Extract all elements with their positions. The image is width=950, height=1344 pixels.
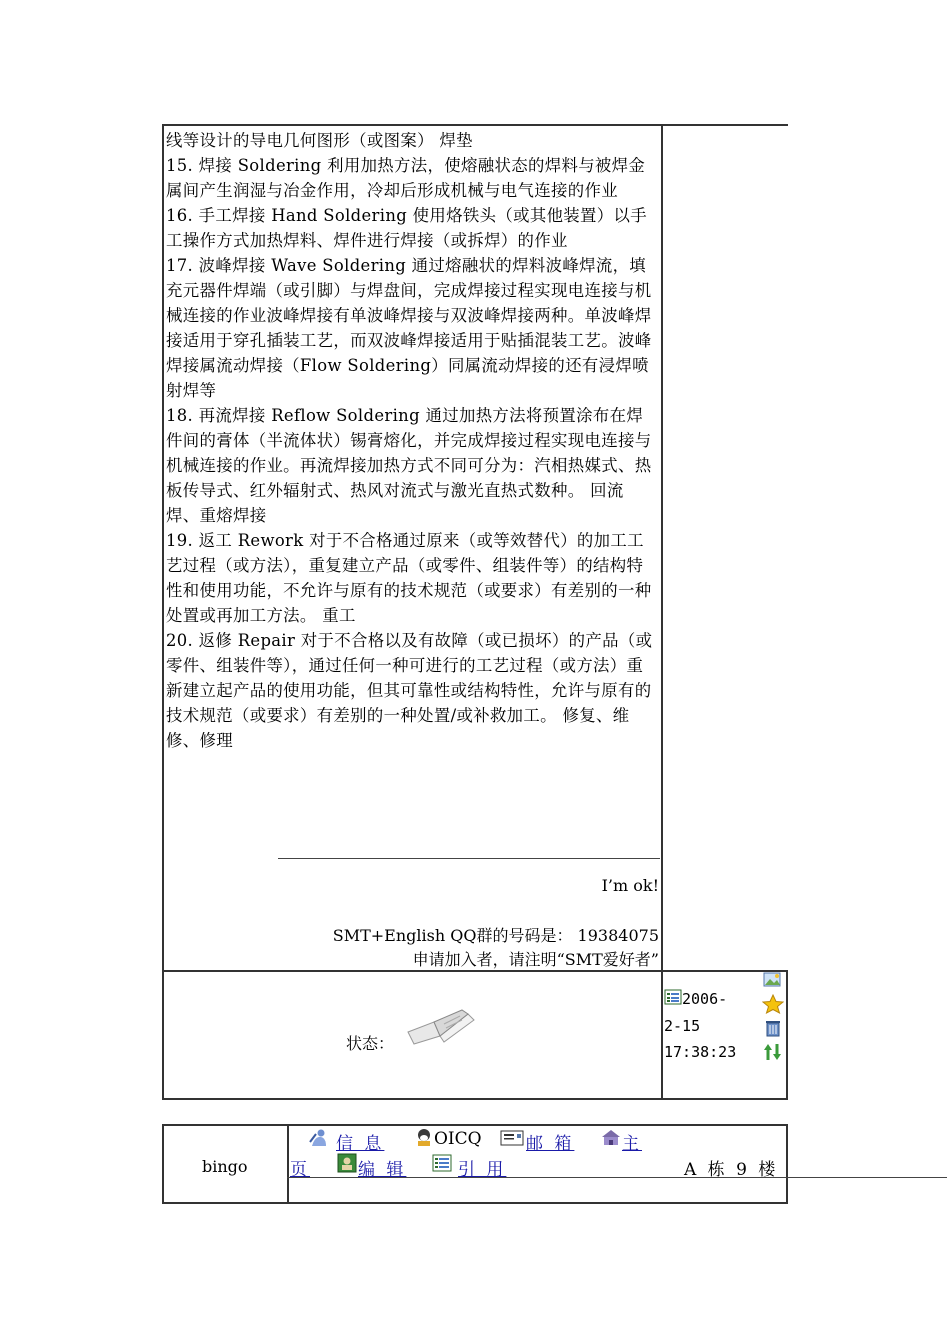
floor-label: A 栋 9 楼 — [684, 1160, 779, 1180]
oicq-label[interactable]: OICQ — [434, 1129, 482, 1149]
user-bar-divider — [287, 1126, 289, 1202]
post-paragraph: 17. 波峰焊接 Wave Soldering 通过熔融状的焊料波峰焊流，填充元器件焊端（或引脚）与焊盘间，完成焊接过程实现电连接与机械连接的作业波峰焊接有单波峰焊接与双波峰焊接两种。单波峰焊接适用于穿孔插装工艺，而双波峰焊接适用于贴插混装工艺。波峰焊接属流动焊接（Flow Soldering）同属流动焊接的还有浸焊喷射焊等 — [166, 256, 652, 400]
post-paragraph: 20. 返修 Repair 对于不合格以及有故障（或已损坏）的产品（或零件、组装件等），通过任何一种可进行的工艺过程（或方法）重新建立起产品的使用功能，但其可靠性或结构特性，允许与原有的技术规范（或要求）有差别的一种处置/或补救加工。 修复、维修、修理 — [166, 631, 653, 750]
post-paragraph: 15. 焊接 Soldering 利用加热方法，使熔融状态的焊料与被焊金属间产生润湿与冶金作用，冷却后形成机械与电气连接的作业 — [166, 156, 646, 200]
post-paragraph: 线等设计的导电几何图形（或图案） 焊垫 — [166, 131, 473, 150]
cell-divider — [661, 124, 663, 972]
edit-icon — [337, 1153, 357, 1177]
mail-link[interactable]: 邮 箱 — [526, 1134, 575, 1154]
post-paragraph: 16. 手工焊接 Hand Soldering 使用烙铁头（或其他装置）以手工操作方式加热焊料、焊件进行焊接（或拆焊）的作业 — [166, 206, 648, 250]
mail-icon — [500, 1130, 524, 1150]
post-paragraph: 18. 再流焊接 Reflow Soldering 通过加热方法将预置涂布在焊件间的膏体（半流体状）锡膏熔化，并完成焊接过程实现电连接与机械连接的作业。再流焊接加热方式不同可分为：汽相热媒式、热板传导式、红外辐射式、热风对流式与激光直热式数种。 回流焊、重熔焊接 — [166, 406, 652, 525]
post-date — [664, 986, 736, 1065]
date-part-2: 2-15 — [664, 1016, 701, 1035]
quote-link[interactable]: 引 用 — [458, 1160, 507, 1180]
oicq-icon — [414, 1128, 434, 1152]
date-part-1: 2006- — [682, 990, 728, 1008]
trash-icon[interactable] — [762, 1018, 784, 1038]
post-action-icons — [762, 970, 784, 1066]
top-rule — [662, 124, 788, 126]
star-icon[interactable] — [762, 994, 784, 1014]
signature-line-2: SMT+English QQ群的号码是： 19384075 — [332, 926, 659, 945]
info-icon — [308, 1128, 330, 1152]
image-icon[interactable] — [762, 970, 784, 990]
edit-link[interactable]: 编 辑 — [358, 1160, 407, 1180]
quote-icon — [432, 1154, 452, 1176]
post-paragraph: 19. 返工 Rework 对于不合格通过原来（或等效替代）的加工工艺过程（或方法），重复建立产品（或零件、组装件等）的结构特性和使用功能，不允许与原有的技术规范（或要求）有差别的一种处置或再加工方法。 重工 — [166, 531, 652, 625]
open-book-icon — [404, 1006, 476, 1050]
status-label: 状态： — [346, 1034, 395, 1053]
up-down-arrows-icon[interactable] — [762, 1042, 784, 1062]
info-link[interactable]: 信 息 — [336, 1134, 385, 1154]
signature-line-3: 申请加入者，请注明“SMT爱好者” — [412, 950, 659, 969]
post-body — [166, 128, 656, 753]
signature-rule — [278, 858, 660, 859]
home-icon — [600, 1128, 622, 1150]
date-list-icon — [664, 987, 682, 1013]
username: bingo — [202, 1157, 248, 1176]
home-link-part-1[interactable]: 主 — [622, 1134, 642, 1154]
signature-line-1: I’m ok! — [601, 876, 659, 895]
time-part: 17:38:23 — [664, 1042, 737, 1061]
home-link-part-2[interactable]: 页 — [290, 1160, 310, 1180]
